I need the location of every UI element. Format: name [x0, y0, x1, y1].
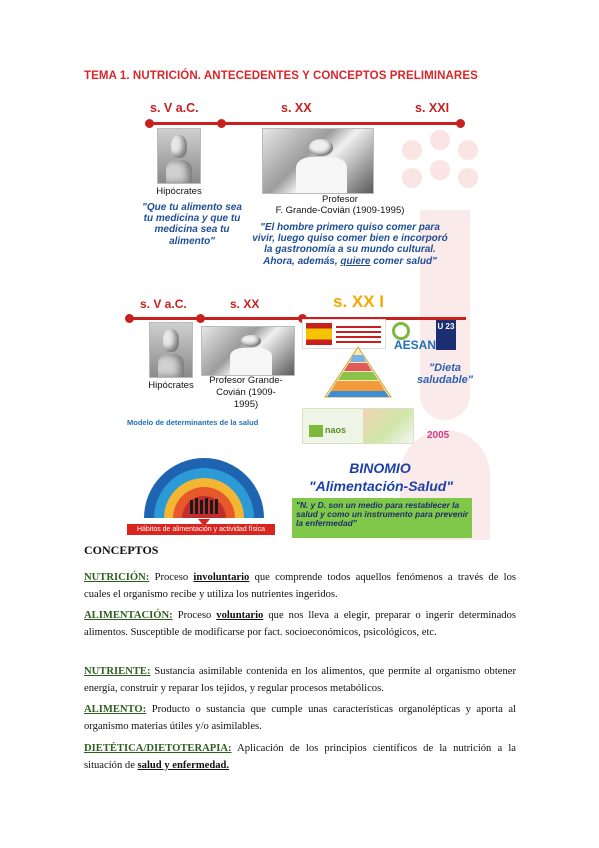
binomio-title: BINOMIO [349, 460, 411, 476]
timeline-dot [196, 314, 205, 323]
hipocrates-caption: Hipócrates [156, 186, 202, 197]
naos-label: naos [325, 425, 347, 435]
aesan-label: AESAN [394, 338, 437, 352]
u23-text: U 23 [437, 322, 455, 331]
hipocrates-photo [157, 128, 201, 184]
key-word: salud y enfermedad. [137, 759, 230, 771]
definition-nutricion [84, 570, 516, 603]
determinants-model-diagram [140, 430, 268, 522]
page-title: TEMA 1. NUTRICIÓN. ANTECEDENTES Y CONCEPTOS PRELIMINARES [84, 70, 478, 82]
conceptos-heading: CONCEPTOS [84, 543, 159, 557]
profesor-quote-text: "El hombre primero quiso comer para vivir, luego quiso comer bien e incorporó la gastronomía a su mundo cultural. Ahora, además, [252, 222, 448, 267]
dieta-saludable-label: "Dieta saludable" [417, 362, 473, 387]
definition-dietetica [84, 741, 516, 774]
era-label: s. V a.C. [150, 101, 199, 115]
era-label: s. XXI [415, 101, 450, 115]
naos-banner [302, 408, 414, 444]
key-word: voluntario [216, 610, 264, 621]
definition-nutriente [84, 664, 516, 697]
term-dietetica: DIETÉTICA/DIETOTERAPIA: [84, 743, 232, 754]
timeline-dot [125, 314, 134, 323]
profesor-caption-line: F. Grande-Covián (1909-1995) [275, 205, 405, 217]
era-label: s. XX [230, 297, 260, 311]
definition-alimento [84, 702, 516, 735]
timeline-dot [145, 119, 154, 128]
model-title: Modelo de determinantes de la salud [127, 418, 259, 427]
definition-alimentacion [84, 608, 516, 641]
term-alimentacion: ALIMENTACIÓN: [84, 610, 173, 621]
timeline-line [148, 122, 460, 125]
timeline-dot [456, 119, 465, 128]
model-bar: Hábitos de alimentación y actividad física [127, 524, 275, 535]
profesor-caption: Profesor Grande-Covián (1909-1995) [209, 375, 283, 410]
profesor-quote [250, 222, 450, 267]
term-nutriente: NUTRIENTE: [84, 666, 151, 677]
era-label: s. XX [281, 101, 312, 115]
naos-logo [309, 425, 323, 437]
timeline-dot [217, 119, 226, 128]
food-pyramid [323, 345, 393, 400]
profesor-caption [240, 194, 440, 217]
green-note-text: "N. y D. son un medio para restablecer la salud y como un instrumento para prevenir la enfermedad" [296, 500, 469, 529]
spain-flag-icon [306, 323, 332, 345]
key-word: involuntario [193, 572, 250, 583]
def-text: Aplicación de los principios científicos de la nutrición a la situación de [84, 743, 516, 771]
def-text: Sustancia asimilable contenida en los alimentos, que permite al organismo obtener energía, construir y reparar los tejidos, y regular procesos metabólicos. [84, 666, 516, 694]
year-label: 2005 [427, 430, 450, 441]
def-text: que nos lleva a elegir, preparar o ingerir determinados alimentos. Susceptible de modificarse por fact. socioeconómicos, psicológicos, etc. [84, 610, 516, 638]
term-nutricion: NUTRICIÓN: [84, 572, 150, 583]
profesor-photo [262, 128, 374, 194]
profesor-quote-underlined: quiere [340, 255, 371, 267]
term-alimento: ALIMENTO: [84, 704, 147, 715]
arrow-down-icon [198, 519, 210, 526]
profesor-photo [201, 326, 295, 376]
girl-photo [363, 409, 413, 443]
profesor-quote-end: comer salud" [370, 255, 437, 267]
binomio-subtitle: "Alimentación-Salud" [309, 478, 453, 494]
def-text: Proceso [172, 610, 217, 621]
hipocrates-photo [149, 322, 193, 378]
profesor-caption-line: Profesor [322, 194, 358, 205]
hipocrates-caption: Hipócrates [148, 380, 194, 391]
ministry-text-lines [336, 326, 381, 328]
era-label: s. V a.C. [140, 297, 187, 311]
timeline-line [128, 317, 466, 320]
def-text: que comprende todos aquellos fenómenos a través de los cuales el organismo recibe y utiliza los nutrientes ingeridos. [84, 572, 517, 600]
def-text: Producto o sustancia que cumple unas características organolépticas y aporta al organismo materias útiles y/o asimilables. [84, 704, 516, 732]
def-text: Proceso [149, 572, 194, 583]
hipocrates-quote: "Que tu alimento sea tu medicina y que tu medicina sea tu alimento" [142, 202, 242, 247]
u23-logo [436, 320, 456, 350]
era-label: s. XX I [333, 292, 385, 311]
